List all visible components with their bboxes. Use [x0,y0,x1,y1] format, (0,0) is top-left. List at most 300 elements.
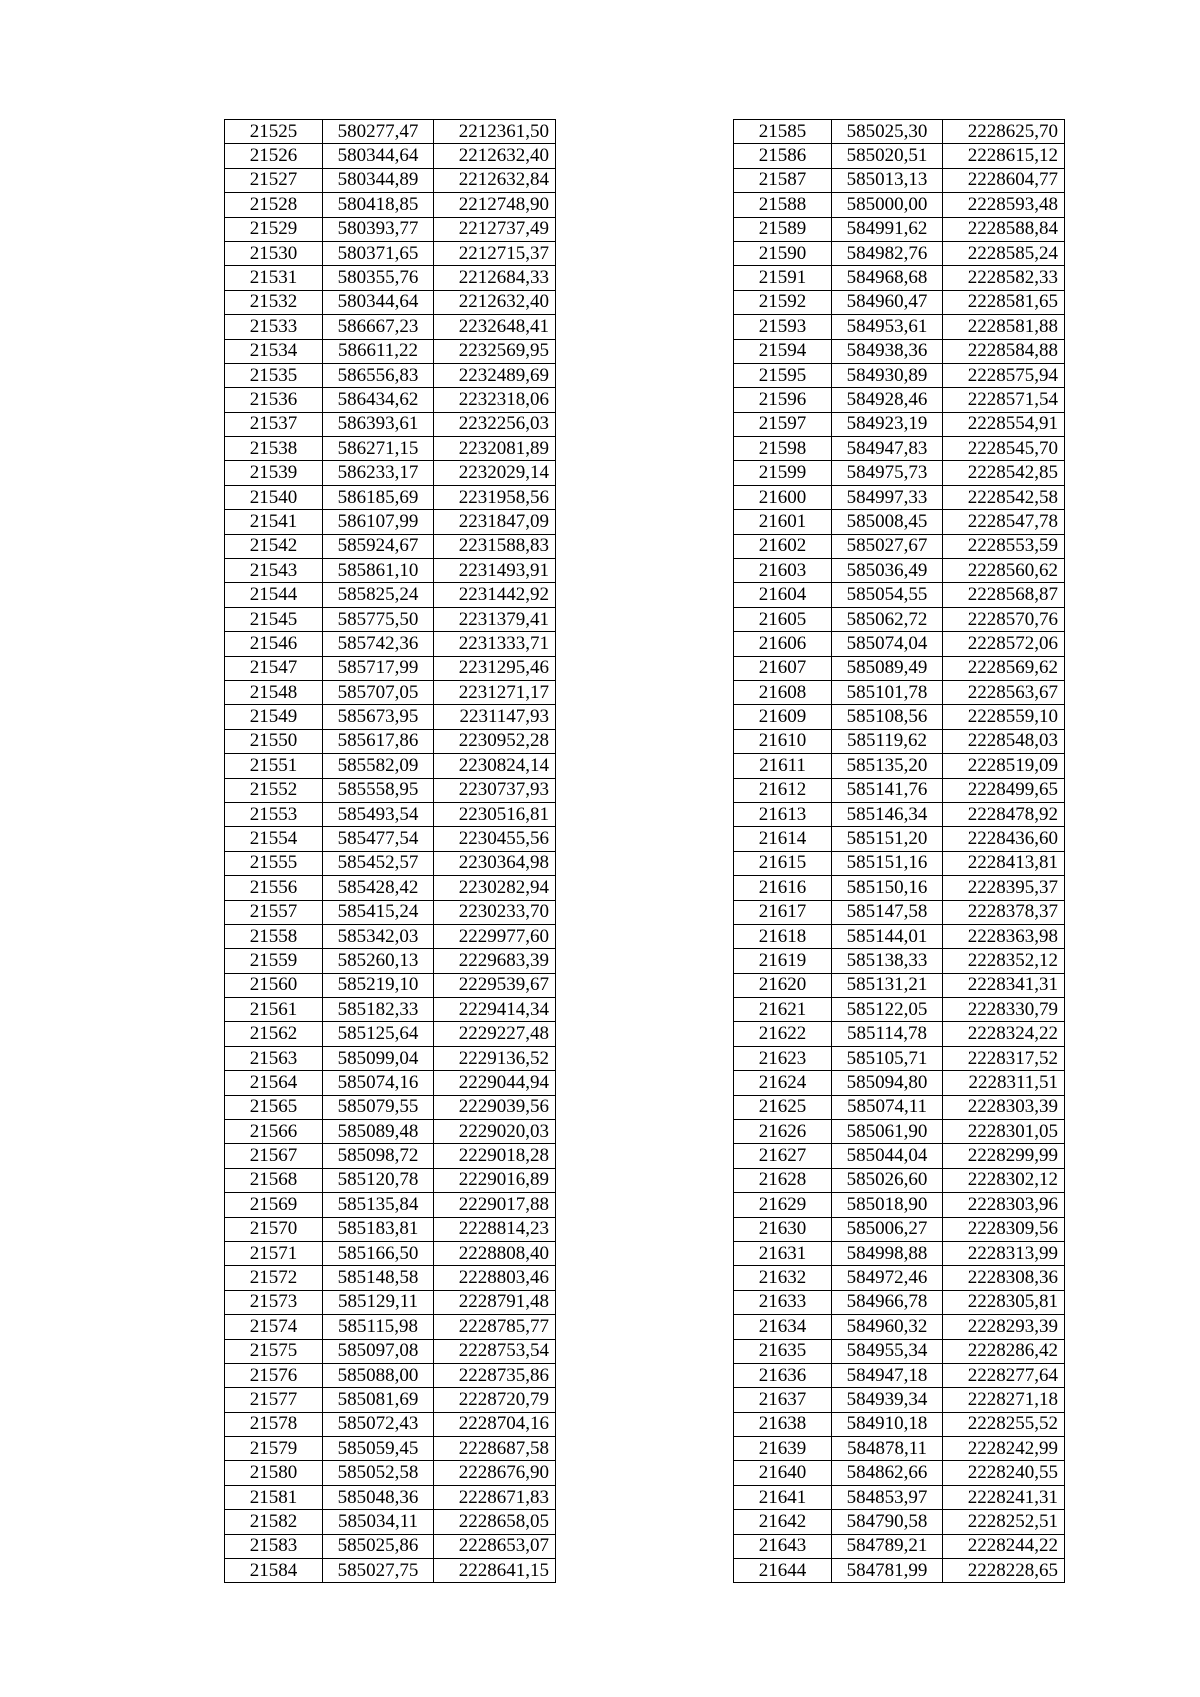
y-coordinate-cell: 2212684,33 [434,266,556,290]
table-row [734,1315,1065,1339]
y-coordinate-cell: 2228499,65 [943,778,1065,802]
y-coordinate-cell: 2228545,70 [943,437,1065,461]
y-coordinate-cell: 2228569,62 [943,656,1065,680]
x-coordinate-cell: 585147,58 [832,900,943,924]
table-row [225,266,556,290]
x-coordinate-cell: 584997,33 [832,485,943,509]
x-coordinate-cell: 585129,11 [323,1290,434,1314]
x-coordinate-cell: 585144,01 [832,924,943,948]
x-coordinate-cell: 584960,32 [832,1315,943,1339]
point-number-cell: 21582 [225,1510,323,1534]
y-coordinate-cell: 2232569,95 [434,339,556,363]
y-coordinate-cell: 2228563,67 [943,680,1065,704]
table-row [225,461,556,485]
point-number-cell: 21602 [734,534,832,558]
x-coordinate-cell: 585183,81 [323,1217,434,1241]
y-coordinate-cell: 2228271,18 [943,1388,1065,1412]
x-coordinate-cell: 580355,76 [323,266,434,290]
y-coordinate-cell: 2229227,48 [434,1022,556,1046]
table-row [734,437,1065,461]
y-coordinate-cell: 2228542,58 [943,485,1065,509]
point-number-cell: 21573 [225,1290,323,1314]
table-row [734,1534,1065,1558]
point-number-cell: 21541 [225,510,323,534]
point-number-cell: 21643 [734,1534,832,1558]
point-number-cell: 21563 [225,1046,323,1070]
x-coordinate-cell: 585122,05 [832,998,943,1022]
point-number-cell: 21604 [734,583,832,607]
y-coordinate-cell: 2228395,37 [943,876,1065,900]
x-coordinate-cell: 585027,75 [323,1559,434,1583]
x-coordinate-cell: 585072,43 [323,1412,434,1436]
table-row [734,1095,1065,1119]
point-number-cell: 21533 [225,315,323,339]
point-number-cell: 21543 [225,559,323,583]
point-number-cell: 21584 [225,1559,323,1583]
point-number-cell: 21581 [225,1485,323,1509]
point-number-cell: 21552 [225,778,323,802]
y-coordinate-cell: 2228244,22 [943,1534,1065,1558]
y-coordinate-cell: 2229020,03 [434,1120,556,1144]
table-row [225,632,556,656]
x-coordinate-cell: 586667,23 [323,315,434,339]
x-coordinate-cell: 585151,20 [832,827,943,851]
x-coordinate-cell: 586393,61 [323,412,434,436]
x-coordinate-cell: 584928,46 [832,388,943,412]
y-coordinate-cell: 2228704,16 [434,1412,556,1436]
y-coordinate-cell: 2231958,56 [434,485,556,509]
y-coordinate-cell: 2228352,12 [943,949,1065,973]
table-row [734,583,1065,607]
table-row [734,1339,1065,1363]
x-coordinate-cell: 585150,16 [832,876,943,900]
table-row [225,1266,556,1290]
y-coordinate-cell: 2228582,33 [943,266,1065,290]
table-row [225,900,556,924]
point-number-cell: 21616 [734,876,832,900]
table-row [734,534,1065,558]
point-number-cell: 21614 [734,827,832,851]
table-row [734,290,1065,314]
point-number-cell: 21630 [734,1217,832,1241]
x-coordinate-cell: 580371,65 [323,241,434,265]
x-coordinate-cell: 585135,20 [832,754,943,778]
x-coordinate-cell: 585493,54 [323,802,434,826]
point-number-cell: 21591 [734,266,832,290]
point-number-cell: 21556 [225,876,323,900]
point-number-cell: 21625 [734,1095,832,1119]
x-coordinate-cell: 584939,34 [832,1388,943,1412]
point-number-cell: 21530 [225,241,323,265]
point-number-cell: 21569 [225,1193,323,1217]
point-number-cell: 21560 [225,973,323,997]
x-coordinate-cell: 586434,62 [323,388,434,412]
table-row [225,315,556,339]
point-number-cell: 21618 [734,924,832,948]
point-number-cell: 21593 [734,315,832,339]
x-coordinate-cell: 585089,49 [832,656,943,680]
point-number-cell: 21608 [734,680,832,704]
point-number-cell: 21627 [734,1144,832,1168]
table-row [734,1388,1065,1412]
table-row [734,388,1065,412]
y-coordinate-cell: 2228341,31 [943,973,1065,997]
point-number-cell: 21594 [734,339,832,363]
table-row [734,1290,1065,1314]
point-number-cell: 21538 [225,437,323,461]
point-number-cell: 21628 [734,1168,832,1192]
point-number-cell: 21592 [734,290,832,314]
y-coordinate-cell: 2231379,41 [434,607,556,631]
y-coordinate-cell: 2228554,91 [943,412,1065,436]
table-row [225,1485,556,1509]
point-number-cell: 21642 [734,1510,832,1534]
point-number-cell: 21612 [734,778,832,802]
point-number-cell: 21546 [225,632,323,656]
point-number-cell: 21597 [734,412,832,436]
x-coordinate-cell: 585081,69 [323,1388,434,1412]
x-coordinate-cell: 584966,78 [832,1290,943,1314]
point-number-cell: 21536 [225,388,323,412]
y-coordinate-cell: 2231847,09 [434,510,556,534]
x-coordinate-cell: 585074,04 [832,632,943,656]
x-coordinate-cell: 580418,85 [323,193,434,217]
point-number-cell: 21535 [225,363,323,387]
y-coordinate-cell: 2228671,83 [434,1485,556,1509]
point-number-cell: 21564 [225,1071,323,1095]
point-number-cell: 21644 [734,1559,832,1583]
x-coordinate-cell: 584862,66 [832,1461,943,1485]
y-coordinate-cell: 2231588,83 [434,534,556,558]
y-coordinate-cell: 2229136,52 [434,1046,556,1070]
y-coordinate-cell: 2229414,34 [434,998,556,1022]
point-number-cell: 21603 [734,559,832,583]
table-row [225,1363,556,1387]
table-row [225,1046,556,1070]
table-row [734,924,1065,948]
point-number-cell: 21615 [734,851,832,875]
y-coordinate-cell: 2228240,55 [943,1461,1065,1485]
table-row [734,607,1065,631]
table-row [734,1144,1065,1168]
y-coordinate-cell: 2228324,22 [943,1022,1065,1046]
point-number-cell: 21585 [734,120,832,144]
y-coordinate-cell: 2228303,96 [943,1193,1065,1217]
table-row [225,1437,556,1461]
table-row [225,949,556,973]
y-coordinate-cell: 2228242,99 [943,1437,1065,1461]
table-row [225,339,556,363]
y-coordinate-cell: 2228604,77 [943,168,1065,192]
point-number-cell: 21613 [734,802,832,826]
table-row [225,1022,556,1046]
point-number-cell: 21619 [734,949,832,973]
y-coordinate-cell: 2228252,51 [943,1510,1065,1534]
x-coordinate-cell: 585120,78 [323,1168,434,1192]
table-row [734,1168,1065,1192]
x-coordinate-cell: 585105,71 [832,1046,943,1070]
y-coordinate-cell: 2228378,37 [943,900,1065,924]
table-row [734,680,1065,704]
x-coordinate-cell: 584975,73 [832,461,943,485]
x-coordinate-cell: 585775,50 [323,607,434,631]
point-number-cell: 21551 [225,754,323,778]
x-coordinate-cell: 585074,11 [832,1095,943,1119]
point-number-cell: 21574 [225,1315,323,1339]
y-coordinate-cell: 2232318,06 [434,388,556,412]
x-coordinate-cell: 585125,64 [323,1022,434,1046]
table-row [225,144,556,168]
y-coordinate-cell: 2230824,14 [434,754,556,778]
point-number-cell: 21565 [225,1095,323,1119]
table-row [734,1485,1065,1509]
y-coordinate-cell: 2228615,12 [943,144,1065,168]
point-number-cell: 21632 [734,1266,832,1290]
point-number-cell: 21609 [734,705,832,729]
x-coordinate-cell: 586556,83 [323,363,434,387]
y-coordinate-cell: 2228593,48 [943,193,1065,217]
point-number-cell: 21545 [225,607,323,631]
point-number-cell: 21559 [225,949,323,973]
table-row [225,1559,556,1583]
table-row [225,778,556,802]
x-coordinate-cell: 585825,24 [323,583,434,607]
y-coordinate-cell: 2229683,39 [434,949,556,973]
x-coordinate-cell: 585074,16 [323,1071,434,1095]
table-row [734,1437,1065,1461]
y-coordinate-cell: 2228519,09 [943,754,1065,778]
x-coordinate-cell: 584910,18 [832,1412,943,1436]
table-row [225,241,556,265]
y-coordinate-cell: 2229039,56 [434,1095,556,1119]
point-number-cell: 21558 [225,924,323,948]
point-number-cell: 21570 [225,1217,323,1241]
point-number-cell: 21641 [734,1485,832,1509]
y-coordinate-cell: 2228255,52 [943,1412,1065,1436]
point-number-cell: 21634 [734,1315,832,1339]
table-row [225,998,556,1022]
x-coordinate-cell: 585617,86 [323,729,434,753]
x-coordinate-cell: 585108,56 [832,705,943,729]
table-row [225,1534,556,1558]
table-row [225,1241,556,1265]
point-number-cell: 21534 [225,339,323,363]
point-number-cell: 21580 [225,1461,323,1485]
table-row [734,876,1065,900]
x-coordinate-cell: 584923,19 [832,412,943,436]
x-coordinate-cell: 584947,18 [832,1363,943,1387]
y-coordinate-cell: 2228311,51 [943,1071,1065,1095]
x-coordinate-cell: 585088,00 [323,1363,434,1387]
y-coordinate-cell: 2228584,88 [943,339,1065,363]
table-row [734,827,1065,851]
point-number-cell: 21589 [734,217,832,241]
table-row [734,461,1065,485]
x-coordinate-cell: 585099,04 [323,1046,434,1070]
table-row [225,607,556,631]
table-row [225,656,556,680]
point-number-cell: 21596 [734,388,832,412]
table-row [734,266,1065,290]
x-coordinate-cell: 585000,00 [832,193,943,217]
point-number-cell: 21567 [225,1144,323,1168]
y-coordinate-cell: 2228575,94 [943,363,1065,387]
point-number-cell: 21568 [225,1168,323,1192]
table-row [734,851,1065,875]
table-row [225,1461,556,1485]
point-number-cell: 21525 [225,120,323,144]
table-row [734,1120,1065,1144]
x-coordinate-cell: 584878,11 [832,1437,943,1461]
x-coordinate-cell: 585742,36 [323,632,434,656]
point-number-cell: 21528 [225,193,323,217]
point-number-cell: 21540 [225,485,323,509]
table-row [225,437,556,461]
table-row [225,1193,556,1217]
point-number-cell: 21587 [734,168,832,192]
x-coordinate-cell: 585013,13 [832,168,943,192]
table-row [225,827,556,851]
y-coordinate-cell: 2228581,88 [943,315,1065,339]
point-number-cell: 21542 [225,534,323,558]
y-coordinate-cell: 2231295,46 [434,656,556,680]
y-coordinate-cell: 2228303,39 [943,1095,1065,1119]
table-row [734,949,1065,973]
table-row [225,1071,556,1095]
y-coordinate-cell: 2228735,86 [434,1363,556,1387]
y-coordinate-cell: 2228581,65 [943,290,1065,314]
y-coordinate-cell: 2228653,07 [434,1534,556,1558]
point-number-cell: 21588 [734,193,832,217]
x-coordinate-cell: 585861,10 [323,559,434,583]
table-row [225,1290,556,1314]
table-row [734,241,1065,265]
table-row [225,193,556,217]
x-coordinate-cell: 585138,33 [832,949,943,973]
point-number-cell: 21606 [734,632,832,656]
point-number-cell: 21639 [734,1437,832,1461]
table-row [734,632,1065,656]
x-coordinate-cell: 585034,11 [323,1510,434,1534]
table-row [734,900,1065,924]
y-coordinate-cell: 2230282,94 [434,876,556,900]
x-coordinate-cell: 585717,99 [323,656,434,680]
x-coordinate-cell: 585027,67 [832,534,943,558]
point-number-cell: 21617 [734,900,832,924]
point-number-cell: 21549 [225,705,323,729]
x-coordinate-cell: 585342,03 [323,924,434,948]
table-row [225,217,556,241]
table-row [734,363,1065,387]
y-coordinate-cell: 2230516,81 [434,802,556,826]
point-number-cell: 21635 [734,1339,832,1363]
y-coordinate-cell: 2229044,94 [434,1071,556,1095]
coordinate-table-left [224,119,556,1583]
x-coordinate-cell: 585079,55 [323,1095,434,1119]
point-number-cell: 21548 [225,680,323,704]
y-coordinate-cell: 2228808,40 [434,1241,556,1265]
y-coordinate-cell: 2212632,40 [434,290,556,314]
y-coordinate-cell: 2228571,54 [943,388,1065,412]
y-coordinate-cell: 2228228,65 [943,1559,1065,1583]
point-number-cell: 21526 [225,144,323,168]
y-coordinate-cell: 2228478,92 [943,802,1065,826]
x-coordinate-cell: 580393,77 [323,217,434,241]
y-coordinate-cell: 2228548,03 [943,729,1065,753]
table-row [225,120,556,144]
table-row [734,1412,1065,1436]
point-number-cell: 21601 [734,510,832,534]
point-number-cell: 21620 [734,973,832,997]
table-row [225,1315,556,1339]
x-coordinate-cell: 585582,09 [323,754,434,778]
point-number-cell: 21529 [225,217,323,241]
point-number-cell: 21610 [734,729,832,753]
table-row [225,290,556,314]
table-row [734,1266,1065,1290]
y-coordinate-cell: 2228305,81 [943,1290,1065,1314]
y-coordinate-cell: 2230737,93 [434,778,556,802]
table-row [225,534,556,558]
y-coordinate-cell: 2230233,70 [434,900,556,924]
table-row [734,1510,1065,1534]
x-coordinate-cell: 585101,78 [832,680,943,704]
y-coordinate-cell: 2228687,58 [434,1437,556,1461]
y-coordinate-cell: 2212715,37 [434,241,556,265]
table-row [225,1412,556,1436]
table-row [225,1120,556,1144]
table-row [225,388,556,412]
y-coordinate-cell: 2230364,98 [434,851,556,875]
y-coordinate-cell: 2231493,91 [434,559,556,583]
y-coordinate-cell: 2228676,90 [434,1461,556,1485]
y-coordinate-cell: 2229017,88 [434,1193,556,1217]
x-coordinate-cell: 584938,36 [832,339,943,363]
table-row [734,1193,1065,1217]
table-row [734,1461,1065,1485]
table-row [225,802,556,826]
table-row [734,168,1065,192]
table-row [225,1388,556,1412]
table-row [225,851,556,875]
x-coordinate-cell: 580344,64 [323,144,434,168]
table-row [734,485,1065,509]
y-coordinate-cell: 2212361,50 [434,120,556,144]
table-row [225,559,556,583]
x-coordinate-cell: 585036,49 [832,559,943,583]
point-number-cell: 21599 [734,461,832,485]
x-coordinate-cell: 585166,50 [323,1241,434,1265]
point-number-cell: 21554 [225,827,323,851]
y-coordinate-cell: 2228553,59 [943,534,1065,558]
point-number-cell: 21562 [225,1022,323,1046]
x-coordinate-cell: 584968,68 [832,266,943,290]
x-coordinate-cell: 585026,60 [832,1168,943,1192]
y-coordinate-cell: 2228436,60 [943,827,1065,851]
y-coordinate-cell: 2228658,05 [434,1510,556,1534]
table-row [734,1046,1065,1070]
x-coordinate-cell: 580344,64 [323,290,434,314]
point-number-cell: 21561 [225,998,323,1022]
y-coordinate-cell: 2228560,62 [943,559,1065,583]
x-coordinate-cell: 585044,04 [832,1144,943,1168]
table-row [734,1217,1065,1241]
y-coordinate-cell: 2228572,06 [943,632,1065,656]
point-number-cell: 21590 [734,241,832,265]
y-coordinate-cell: 2228241,31 [943,1485,1065,1509]
x-coordinate-cell: 585006,27 [832,1217,943,1241]
y-coordinate-cell: 2231333,71 [434,632,556,656]
